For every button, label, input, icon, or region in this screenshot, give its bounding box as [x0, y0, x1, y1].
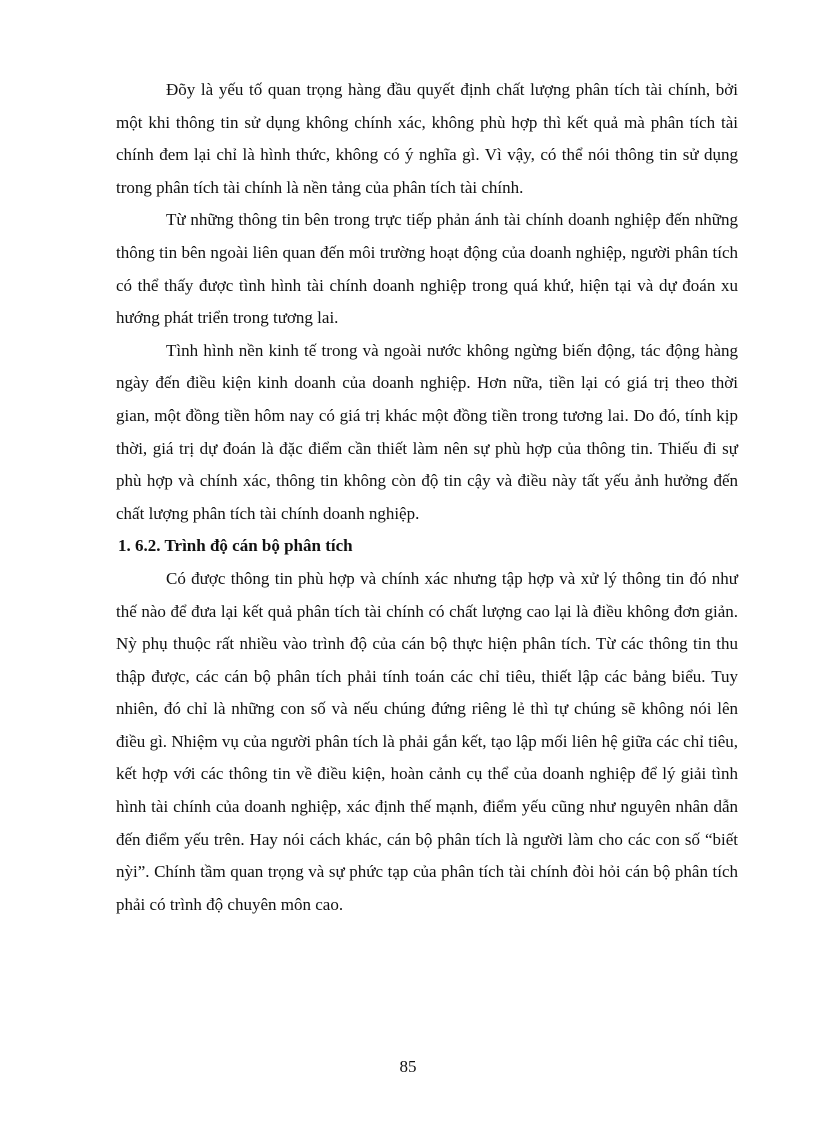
page-number: 85 [399, 1057, 417, 1076]
paragraph-economic-volatility: Tình hình nền kinh tế trong và ngoài nước không ngừng biến động, tác động hàng ngày đến điều kiện kinh doanh của doanh nghiệp. Hơn nữa, tiền lại có giá trị theo thời gian, một đồng tiền hôm nay có giá trị khác một đồng tiền trong tương lai. Do đó, tính kịp thời, giá trị dự đoán là đặc điểm cần thiết làm nên sự phù hợp của thông tin. Thiếu đi sự phù hợp và chính xác, thông tin không còn độ tin cậy và điều này tất yếu ảnh hưởng đến chất lượng phân tích tài chính doanh nghiệp. [116, 340, 738, 523]
page-content [116, 74, 738, 921]
paragraph-analyst-qualification: Có được thông tin phù hợp và chính xác nhưng tập hợp và xử lý thông tin đó như thế nào để đưa lại kết quả phân tích tài chính có chất lượng cao lại là điều không đơn giản. Nỳ phụ thuộc rất nhiều vào trình độ của cán bộ thực hiện phân tích. Từ các thông tin thu thập được, các cán bộ phân tích phải tính toán các chỉ tiêu, thiết lập các bảng biểu. Tuy nhiên, đó chỉ là những con số và nếu chúng đứng riêng lẻ thì tự chúng sẽ không nói lên điều gì. Nhiệm vụ của người phân tích là phải gắn kết, tạo lập mối liên hệ giữa các chỉ tiêu, kết hợp với các thông tin về điều kiện, hoàn cảnh cụ thể của doanh nghiệp để lý giải tình hình tài chính của doanh nghiệp, xác định thế mạnh, điểm yếu cũng như nguyên nhân dẫn đến điểm yếu trên. Hay nói cách khác, cán bộ phân tích là người làm cho các con số “biết nỳi”. Chính tầm quan trọng và sự phức tạp của phân tích tài chính đòi hỏi cán bộ phân tích phải có trình độ chuyên môn cao. [116, 568, 738, 914]
section-heading: 1. 6.2. Trình độ cán bộ phân tích [118, 536, 353, 556]
paragraph-information-foundation: Đõy là yếu tố quan trọng hàng đầu quyết định chất lượng phân tích tài chính, bởi một khi thông tin sử dụng không chính xác, không phù hợp thì kết quả mà phân tích tài chính đem lại chỉ là hình thức, không có ý nghĩa gì. Vì vậy, có thể nói thông tin sử dụng trong phân tích tài chính là nền tảng của phân tích tài chính. [116, 80, 738, 197]
paragraph-internal-external-information: Từ những thông tin bên trong trực tiếp phản ánh tài chính doanh nghiệp đến những thông tin bên ngoài liên quan đến môi trường hoạt động của doanh nghiệp, người phân tích có thể thấy được tình hình tài chính doanh nghiệp trong quá khứ, hiện tại và dự đoán xu hướng phát triển trong tương lai. [116, 210, 738, 328]
